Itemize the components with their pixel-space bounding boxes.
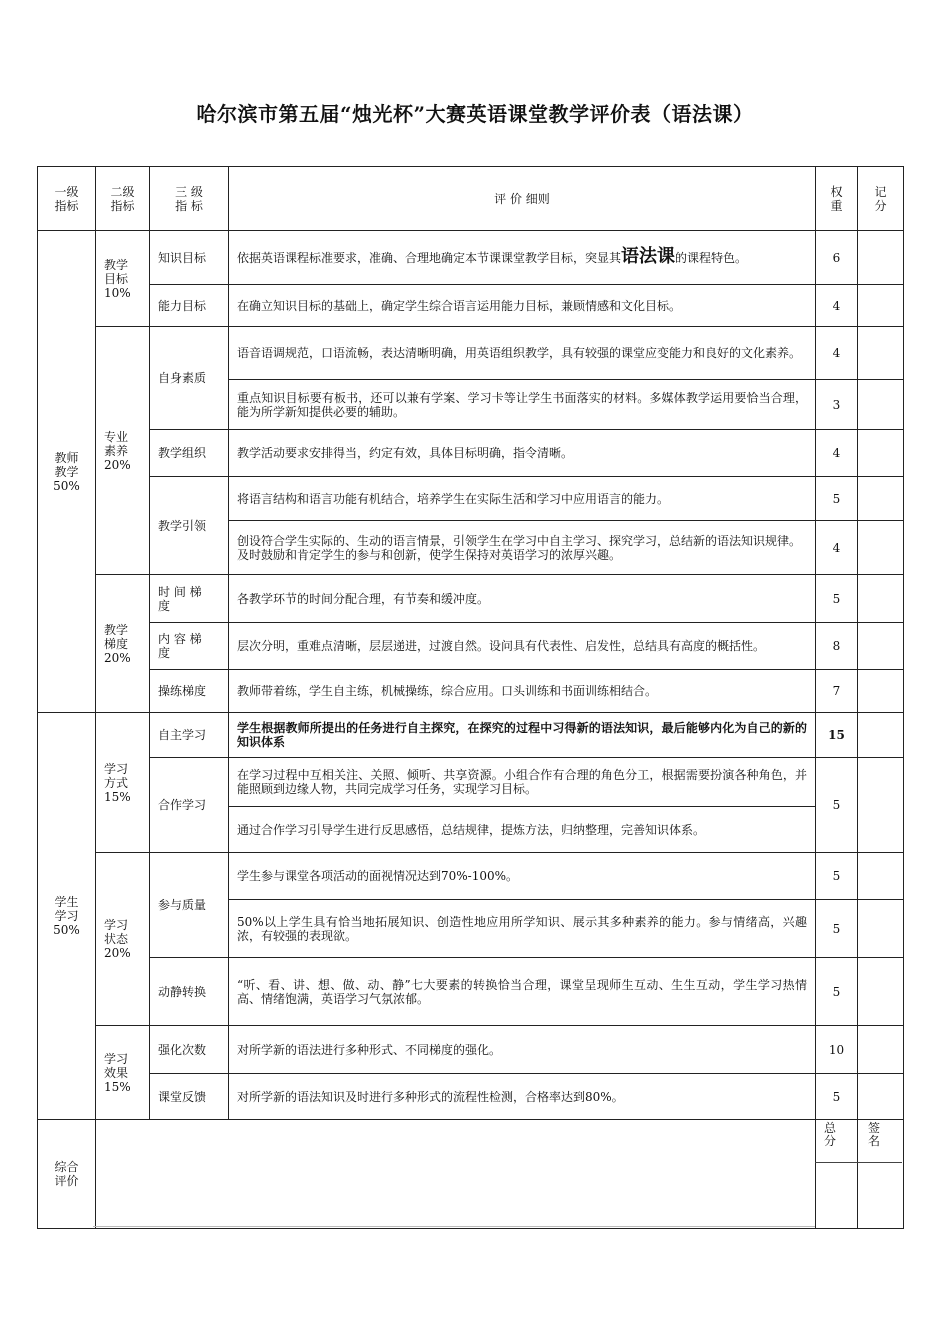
weight-cell: 5 <box>816 900 858 958</box>
level2-goal: 教学目标10% <box>96 231 150 327</box>
table-row <box>38 327 904 380</box>
detail-cell: 在确立知识目标的基础上，确定学生综合语言运用能力目标，兼顾情感和文化目标。 <box>229 285 816 327</box>
weight-cell: 10 <box>816 1026 858 1074</box>
score-cell[interactable] <box>858 575 904 623</box>
header-detail: 评 价 细则 <box>229 167 816 231</box>
table-row <box>38 477 904 521</box>
table-row <box>38 670 904 713</box>
score-cell[interactable] <box>858 430 904 477</box>
detail-cell: 各教学环节的时间分配合理，有节奏和缓冲度。 <box>229 575 816 623</box>
weight-cell: 3 <box>816 380 858 430</box>
level2-prof: 专业素养20% <box>96 327 150 575</box>
detail-cell: 50%以上学生具有恰当地拓展知识、创造性地应用所学知识、展示其多种素养的能力。参与情绪高，兴趣浓，有较强的表现欲。 <box>229 900 816 958</box>
detail-cell: 在学习过程中互相关注、关照、倾听、共享资源。小组合作有合理的角色分工，根据需要扮演各种角色，并能照顾到边缘人物，共同完成学习任务，实现学习目标。 <box>229 758 816 807</box>
score-cell[interactable] <box>858 958 904 1026</box>
detail-cell: 依据英语课程标准要求，准确、合理地确定本节课课堂教学目标，突显其语法课的课程特色。 <box>229 231 816 285</box>
header-level3: 三 级 指 标 <box>150 167 229 231</box>
header-level1: 一级指标 <box>38 167 96 231</box>
bottom-rule <box>93 1226 815 1227</box>
score-cell[interactable] <box>858 521 904 575</box>
detail-cell: 通过合作学习引导学生进行反思感悟，总结规律，提炼方法，归纳整理，完善知识体系。 <box>229 807 816 853</box>
level2-effect: 学习效果15% <box>96 1026 150 1120</box>
summary-comment-area[interactable] <box>96 1120 816 1229</box>
detail-cell: 对所学新的语法进行多种形式、不同梯度的强化。 <box>229 1026 816 1074</box>
level2-method: 学习方式15% <box>96 713 150 853</box>
score-cell[interactable] <box>858 670 904 713</box>
detail-cell: 学生根据教师所提出的任务进行自主探究，在探究的过程中习得新的语法知识，最后能够内化为自己的新的知识体系 <box>229 713 816 758</box>
table-row <box>38 713 904 758</box>
detail-cell: 创设符合学生实际的、生动的语言情景，引领学生在学习中自主学习、探究学习，总结新的语法知识规律。 及时鼓励和肯定学生的参与和创新，使学生保持对英语学习的浓厚兴趣。 <box>229 521 816 575</box>
level3-cell: 教学组织 <box>150 430 229 477</box>
table-row <box>38 853 904 900</box>
weight-cell: 5 <box>816 575 858 623</box>
weight-cell: 5 <box>816 1074 858 1120</box>
level3-cell: 课堂反馈 <box>150 1074 229 1120</box>
table-row <box>38 1026 904 1074</box>
detail-cell: “听、看、讲、想、做、动、静”七大要素的转换恰当合理，课堂呈现师生互动、生生互动，学生学习热情高、情绪饱满，英语学习气氛浓郁。 <box>229 958 816 1026</box>
weight-cell: 5 <box>816 958 858 1026</box>
level2-state: 学习状态20% <box>96 853 150 1026</box>
level3-cell: 合作学习 <box>150 758 229 853</box>
total-score-cell[interactable] <box>816 1120 858 1229</box>
level2-grad: 教学梯度20% <box>96 575 150 713</box>
level3-cell: 自主学习 <box>150 713 229 758</box>
table-row <box>38 575 904 623</box>
summary-row <box>38 1120 904 1229</box>
weight-cell: 4 <box>816 327 858 380</box>
level3-cell: 时 间 梯 度 <box>150 575 229 623</box>
score-cell[interactable] <box>858 900 904 958</box>
score-cell[interactable] <box>858 327 904 380</box>
score-cell[interactable] <box>858 1074 904 1120</box>
detail-cell: 重点知识目标要有板书，还可以兼有学案、学习卡等让学生书面落实的材料。多媒体教学运用要恰当合理，能为所学新知提供必要的辅助。 <box>229 380 816 430</box>
detail-cell: 语音语调规范，口语流畅，表达清晰明确，用英语组织教学，具有较强的课堂应变能力和良好的文化素养。 <box>229 327 816 380</box>
table-row <box>38 430 904 477</box>
header-level2: 二级指标 <box>96 167 150 231</box>
level3-cell: 参与质量 <box>150 853 229 958</box>
weight-cell: 4 <box>816 285 858 327</box>
level3-cell: 强化次数 <box>150 1026 229 1074</box>
page-title: 哈尔滨市第五届“烛光杯”大赛英语课堂教学评价表（语法课） <box>196 102 754 126</box>
table-row <box>38 231 904 285</box>
header-weight: 权重 <box>816 167 858 231</box>
detail-cell: 教学活动要求安排得当，约定有效，具体目标明确，指令清晰。 <box>229 430 816 477</box>
table-row <box>38 1074 904 1120</box>
level3-cell: 内 容 梯 度 <box>150 623 229 670</box>
level3-cell: 自身素质 <box>150 327 229 430</box>
level3-cell: 教学引领 <box>150 477 229 575</box>
weight-cell: 5 <box>816 758 858 853</box>
level3-cell: 操练梯度 <box>150 670 229 713</box>
evaluation-table <box>37 166 904 1229</box>
table-row <box>38 285 904 327</box>
score-cell[interactable] <box>858 1026 904 1074</box>
total-score-label: 总分 <box>824 1121 837 1148</box>
weight-cell: 4 <box>816 430 858 477</box>
score-cell[interactable] <box>858 285 904 327</box>
weight-cell: 6 <box>816 231 858 285</box>
header-score: 记分 <box>858 167 904 231</box>
section-teacher: 教师教学50% <box>38 231 96 713</box>
summary-inner-line <box>815 1162 902 1163</box>
weight-cell: 5 <box>816 477 858 521</box>
table-row <box>38 623 904 670</box>
detail-cell: 将语言结构和语言功能有机结合，培养学生在实际生活和学习中应用语言的能力。 <box>229 477 816 521</box>
weight-cell: 7 <box>816 670 858 713</box>
detail-cell: 对所学新的语法知识及时进行多种形式的流程性检测，合格率达到80%。 <box>229 1074 816 1120</box>
weight-cell: 4 <box>816 521 858 575</box>
detail-cell: 层次分明，重难点清晰，层层递进，过渡自然。设问具有代表性、启发性，总结具有高度的概括性。 <box>229 623 816 670</box>
table-row <box>38 958 904 1026</box>
score-cell[interactable] <box>858 477 904 521</box>
level3-cell: 知识目标 <box>150 231 229 285</box>
detail-cell: 学生参与课堂各项活动的面视情况达到70%-100%。 <box>229 853 816 900</box>
detail-cell: 教师带着练，学生自主练，机械操练，综合应用。口头训练和书面训练相结合。 <box>229 670 816 713</box>
signature-cell[interactable] <box>858 1120 904 1229</box>
weight-cell: 8 <box>816 623 858 670</box>
score-cell[interactable] <box>858 231 904 285</box>
level3-cell: 能力目标 <box>150 285 229 327</box>
table-row <box>38 758 904 807</box>
level3-cell: 动静转换 <box>150 958 229 1026</box>
weight-cell: 15 <box>816 713 858 758</box>
score-cell[interactable] <box>858 380 904 430</box>
score-cell[interactable] <box>858 713 904 758</box>
section-student: 学生学习50% <box>38 713 96 1120</box>
score-cell[interactable] <box>858 758 904 853</box>
score-cell[interactable] <box>858 853 904 900</box>
signature-label: 签名 <box>868 1121 881 1148</box>
score-cell[interactable] <box>858 623 904 670</box>
weight-cell: 5 <box>816 853 858 900</box>
summary-label: 综合评价 <box>38 1120 96 1229</box>
table-header-row <box>38 167 904 231</box>
